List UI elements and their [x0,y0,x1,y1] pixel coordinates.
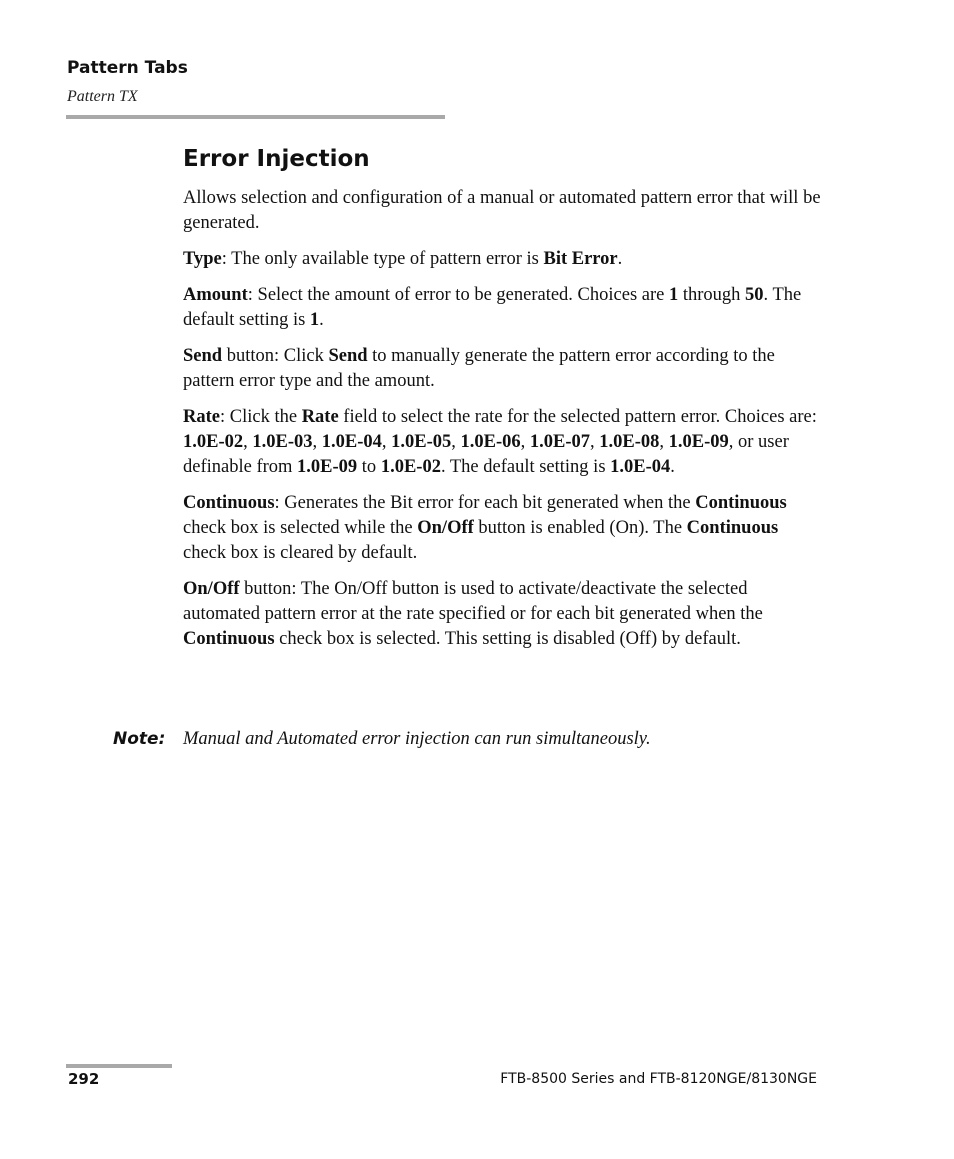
rate-paragraph [183,405,823,480]
rate-sep: , [312,432,322,452]
rate-choice: 1.0E-07 [529,432,590,452]
amount-text-3: . The default setting is [183,285,802,330]
send-term-2: Send [328,346,368,366]
amount-min: 1 [668,285,679,305]
rate-term: Rate [183,407,220,427]
rate-sep: , [659,432,669,452]
running-header-subsection: Pattern TX [67,88,138,105]
type-paragraph [183,247,823,272]
rate-default: 1.0E-04 [610,457,671,477]
rate-end: . [670,457,675,477]
rate-text-3: , or user definable from [183,432,789,477]
continuous-term-3: On/Off [417,518,474,538]
amount-max: 50 [745,285,764,305]
rate-sep: , [451,432,461,452]
rate-choice: 1.0E-02 [183,432,244,452]
rate-sep: , [590,432,600,452]
running-header-section: Pattern Tabs [67,58,188,78]
note-text: Manual and Automated error injection can run simultaneously. [183,729,651,749]
rate-range-min: 1.0E-09 [297,457,358,477]
continuous-text-1: : Generates the Bit error for each bit generated when the [274,493,696,513]
amount-default: 1 [309,310,320,330]
send-paragraph [183,344,823,394]
continuous-paragraph [183,491,823,566]
rate-choice: 1.0E-05 [391,432,452,452]
section-title: Error Injection [183,146,370,172]
rate-choice: 1.0E-08 [599,432,660,452]
rate-sep: , [243,432,253,452]
rate-text-5: . The default setting is [440,457,611,477]
rate-choice: 1.0E-09 [668,432,729,452]
onoff-term: On/Off [183,579,240,599]
send-text-1: button: Click [222,346,329,366]
amount-text-2: through [678,285,746,305]
amount-end: . [319,310,324,330]
note-block [113,727,873,752]
main-content [183,146,823,663]
onoff-text-1: button: The On/Off button is used to activate/deactivate the selected automated pattern error at the rate specified or for each bit generated when the [183,579,763,624]
rate-range-max: 1.0E-02 [380,457,441,477]
document-name: FTB-8500 Series and FTB-8120NGE/8130NGE [500,1071,817,1087]
type-value: Bit Error [543,249,618,269]
header-rule [66,115,445,119]
rate-text-2: field to select the rate for the selected pattern error. Choices are: [338,407,817,427]
rate-sep: , [381,432,392,452]
type-text: : The only available type of pattern error is [221,249,544,269]
continuous-term-4: Continuous [686,518,779,538]
continuous-term-2: Continuous [695,493,787,513]
rate-text-1: : Click the [219,407,302,427]
rate-choice: 1.0E-03 [252,432,313,452]
type-term: Type [183,249,222,269]
rate-choice: 1.0E-04 [321,432,382,452]
rate-term-2: Rate [301,407,339,427]
onoff-term-2: Continuous [183,629,275,649]
rate-text-4: to [357,457,381,477]
continuous-text-2: check box is selected while the [183,518,418,538]
send-term: Send [183,346,223,366]
note-label: Note: [113,729,166,749]
type-end: . [617,249,623,269]
send-text-2: to manually generate the pattern error according to the pattern error type and the amount. [183,346,775,391]
continuous-text-3: button is enabled (On). The [473,518,687,538]
page-number: 292 [68,1070,100,1088]
rate-choice: 1.0E-06 [460,432,521,452]
continuous-text-4: check box is cleared by default. [183,543,418,563]
rate-sep: , [520,432,530,452]
continuous-term: Continuous [183,493,275,513]
footer-rule [66,1064,172,1068]
amount-paragraph [183,283,823,333]
onoff-text-2: check box is selected. This setting is disabled (Off) by default. [274,629,741,649]
amount-term: Amount [183,285,248,305]
amount-text-1: : Select the amount of error to be generated. Choices are [247,285,669,305]
intro-paragraph: Allows selection and configuration of a manual or automated pattern error that will be generated. [183,188,821,233]
onoff-paragraph [183,577,823,652]
